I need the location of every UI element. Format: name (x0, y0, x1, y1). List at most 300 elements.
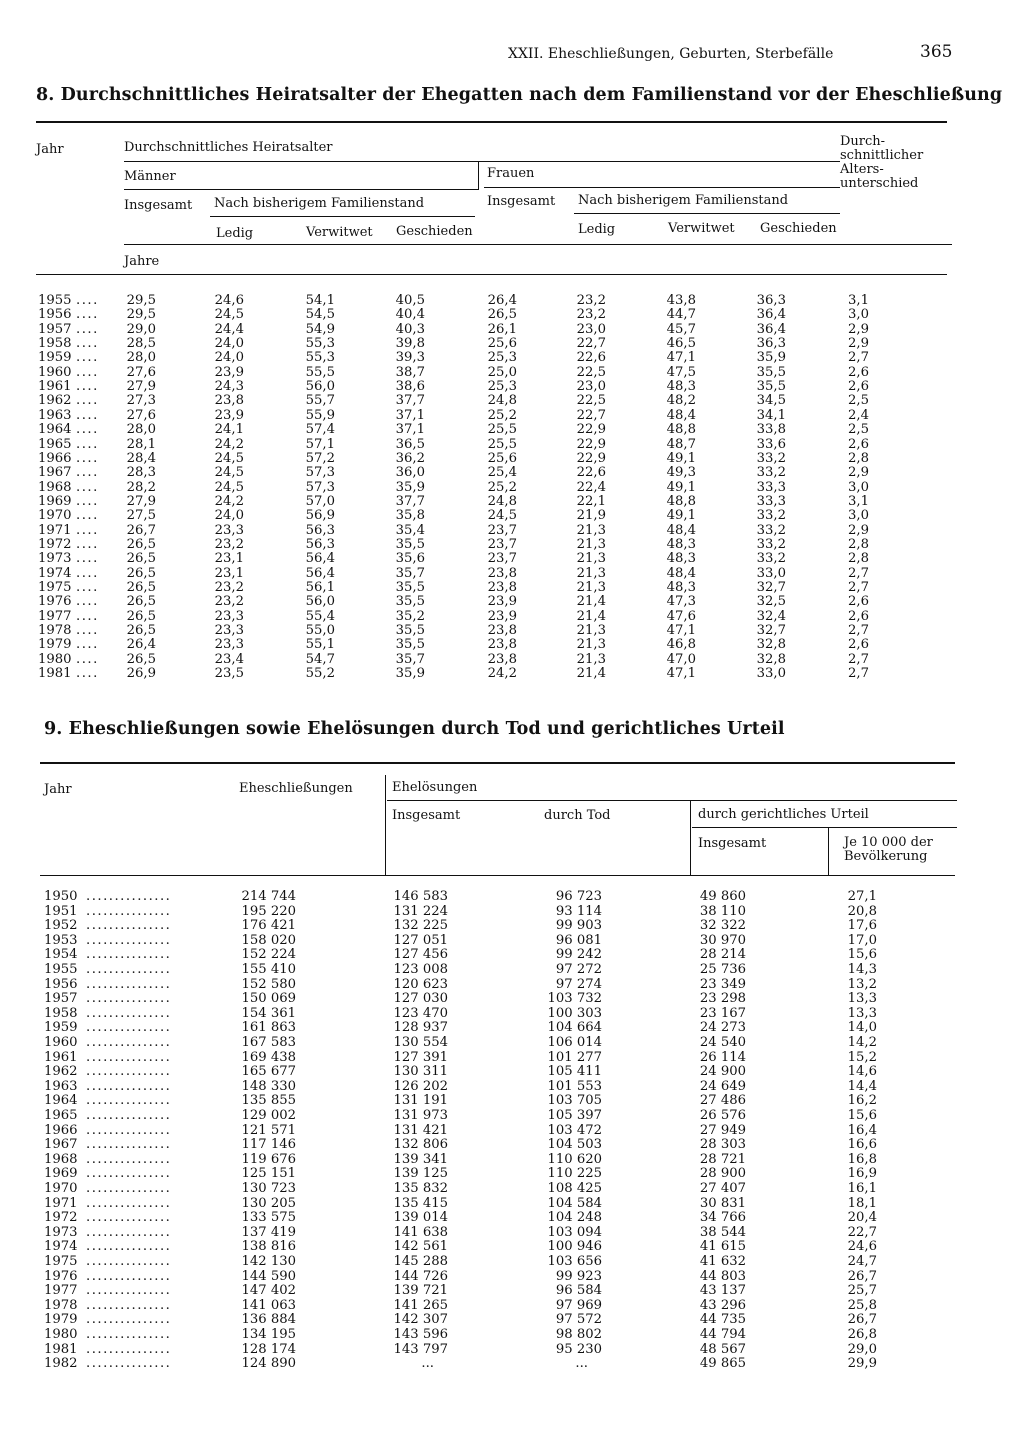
table8-cell-altersunterschied: 2,5 (848, 422, 869, 438)
table8-header-geschieden-m: Geschieden (396, 224, 473, 239)
table8-cell-frauen-insgesamt: 26,1 (487, 321, 517, 337)
table9-cell-urteil-insgesamt: 27 486 (699, 1093, 746, 1109)
table9-cell-year: 1959 (44, 1020, 78, 1036)
table8-cell-frauen-insgesamt: 25,5 (487, 422, 517, 438)
table8-row (0, 308, 1024, 322)
table9-cell-eheschliessungen: 134 195 (241, 1327, 296, 1342)
table9-cell-year: 1969 (44, 1166, 78, 1182)
table9-cell-year: 1972 (44, 1210, 78, 1226)
table8-cell-altersunterschied: 2,6 (848, 379, 869, 395)
table8-cell-frauen-insgesamt: 25,6 (487, 336, 517, 352)
table8-cell-maenner-geschieden: 40,5 (395, 293, 425, 308)
table8-cell-maenner-ledig: 24,0 (214, 336, 244, 352)
table8-cell-altersunterschied: 2,5 (848, 393, 869, 409)
table9-leader-dots: ............... (86, 991, 172, 1007)
table8-cell-frauen-ledig: 22,9 (576, 450, 606, 466)
page-number: 365 (920, 42, 953, 62)
table8-leader-dots: .... (76, 651, 99, 667)
table8-cell-maenner-geschieden: 35,7 (395, 651, 425, 667)
table8-leader-dots: .... (76, 508, 99, 524)
table9-cell-eheloesungen-insgesamt: 132 225 (393, 918, 448, 934)
table9-cell-year: 1974 (44, 1239, 78, 1255)
table8-cell-frauen-verwitwet: 48,3 (666, 379, 696, 395)
table9-cell-urteil-insgesamt: 44 794 (699, 1327, 746, 1342)
table8-cell-frauen-ledig: 22,9 (576, 422, 606, 438)
table8-cell-altersunterschied: 2,8 (848, 551, 869, 567)
table9-leader-dots: ............... (86, 962, 172, 977)
table8-cell-maenner-insgesamt: 29,5 (126, 293, 156, 308)
table8-row (0, 610, 1024, 624)
table8-cell-year: 1981 (38, 666, 72, 682)
table8-cell-maenner-insgesamt: 26,7 (126, 522, 156, 538)
table8-cell-altersunterschied: 3,1 (848, 493, 869, 509)
table8-cell-maenner-geschieden: 39,8 (395, 336, 425, 352)
table9-cell-je-10000: 16,9 (847, 1166, 877, 1182)
table8-cell-maenner-ledig: 24,5 (214, 465, 244, 481)
table9-cell-eheschliessungen: 121 571 (241, 1122, 296, 1138)
table9-cell-urteil-insgesamt: 23 298 (699, 991, 746, 1007)
table8-cell-maenner-geschieden: 40,4 (395, 307, 425, 323)
table8-cell-maenner-ledig: 23,3 (214, 637, 244, 653)
table8-header-heiratsalter: Durchschnittliches Heiratsalter (124, 140, 333, 155)
table9-cell-je-10000: 15,6 (847, 947, 877, 963)
table8-cell-frauen-verwitwet: 45,7 (666, 321, 696, 337)
table9-cell-urteil-insgesamt: 38 110 (699, 903, 746, 919)
table8-cell-maenner-geschieden: 35,4 (395, 522, 425, 538)
table9-row (0, 1197, 1024, 1211)
table9-cell-eheschliessungen: 147 402 (241, 1283, 296, 1299)
table8-cell-maenner-insgesamt: 27,3 (126, 393, 156, 409)
table8-cell-altersunterschied: 2,4 (848, 407, 869, 423)
table8-cell-maenner-geschieden: 36,0 (395, 465, 425, 481)
table9-vrule-2 (690, 800, 691, 876)
table8-row (0, 581, 1024, 595)
table9-cell-je-10000: 29,9 (847, 1356, 877, 1372)
table8-cell-frauen-geschieden: 33,2 (756, 508, 786, 524)
table8-cell-altersunterschied: 2,8 (848, 536, 869, 552)
table9-row (0, 1182, 1024, 1196)
table8-cell-year: 1969 (38, 493, 72, 509)
table8-cell-maenner-ledig: 24,0 (214, 350, 244, 366)
table9-row (0, 948, 1024, 962)
table8-cell-frauen-ledig: 21,4 (576, 666, 606, 682)
table9-row (0, 1109, 1024, 1123)
table9-cell-urteil-insgesamt: 28 303 (699, 1137, 746, 1153)
table8-header-ledig-f: Ledig (578, 222, 616, 237)
table8-cell-maenner-verwitwet: 57,0 (305, 493, 335, 509)
table8-cell-maenner-verwitwet: 56,0 (305, 594, 335, 610)
table8-cell-year: 1966 (38, 450, 72, 466)
table9-leader-dots: ............... (86, 1035, 172, 1050)
table8-cell-frauen-geschieden: 35,9 (756, 350, 786, 366)
table8-cell-frauen-geschieden: 32,8 (756, 637, 786, 653)
table9-leader-dots: ............... (86, 1195, 172, 1211)
table8-cell-frauen-ledig: 22,5 (576, 364, 606, 380)
table8-row (0, 653, 1024, 667)
table8-leader-dots: .... (76, 393, 99, 409)
table9-row (0, 1226, 1024, 1240)
table8-cell-maenner-geschieden: 40,3 (395, 321, 425, 337)
table9-cell-durch-tod: ... (575, 1356, 588, 1372)
table8-cell-maenner-ledig: 24,5 (214, 479, 244, 495)
table9-row (0, 1299, 1024, 1313)
table8-cell-maenner-ledig: 23,3 (214, 522, 244, 538)
table8-header-ledig-m: Ledig (216, 226, 254, 241)
table9-cell-eheloesungen-insgesamt: 139 721 (393, 1283, 448, 1299)
table9-cell-eheschliessungen: 135 855 (241, 1093, 296, 1109)
table9-cell-urteil-insgesamt: 26 114 (699, 1049, 746, 1065)
table9-cell-durch-tod: 98 802 (555, 1327, 602, 1342)
table8-rule-2m (124, 189, 479, 190)
table8-cell-maenner-insgesamt: 27,6 (126, 407, 156, 423)
table8-cell-frauen-insgesamt: 25,4 (487, 465, 517, 481)
table8-cell-maenner-insgesamt: 26,9 (126, 666, 156, 682)
table9-cell-eheschliessungen: 138 816 (241, 1239, 296, 1255)
table8-leader-dots: .... (76, 479, 99, 495)
table9-leader-dots: ............... (86, 1137, 172, 1153)
table9-cell-durch-tod: 106 014 (547, 1035, 602, 1050)
table9-cell-je-10000: 27,1 (847, 889, 877, 904)
table8-cell-maenner-geschieden: 38,6 (395, 379, 425, 395)
table8-leader-dots: .... (76, 637, 99, 653)
table9-rule-2 (692, 827, 957, 828)
table8-cell-maenner-ledig: 24,5 (214, 450, 244, 466)
table8-cell-frauen-ledig: 21,3 (576, 551, 606, 567)
table8-leader-dots: .... (76, 422, 99, 438)
table8-cell-maenner-geschieden: 35,9 (395, 666, 425, 682)
table8-cell-frauen-geschieden: 32,5 (756, 594, 786, 610)
table9-leader-dots: ............... (86, 1078, 172, 1094)
table9-cell-urteil-insgesamt: 44 735 (699, 1312, 746, 1328)
table8-cell-frauen-geschieden: 33,3 (756, 479, 786, 495)
table8-cell-altersunterschied: 2,7 (848, 666, 869, 682)
table8-cell-year: 1968 (38, 479, 72, 495)
table9-cell-eheschliessungen: 142 130 (241, 1254, 296, 1269)
table8-cell-frauen-geschieden: 34,1 (756, 407, 786, 423)
table8-cell-maenner-geschieden: 36,5 (395, 436, 425, 452)
table8-cell-maenner-verwitwet: 56,9 (305, 508, 335, 524)
table9-row (0, 1211, 1024, 1225)
table8-cell-year: 1965 (38, 436, 72, 452)
table8-row (0, 380, 1024, 394)
table8-cell-year: 1975 (38, 580, 72, 595)
table9-cell-urteil-insgesamt: 27 407 (699, 1181, 746, 1196)
table9-leader-dots: ............... (86, 1005, 172, 1021)
table8-cell-frauen-geschieden: 33,2 (756, 551, 786, 567)
table9-cell-eheschliessungen: 130 723 (241, 1181, 296, 1196)
table8-cell-frauen-verwitwet: 46,5 (666, 336, 696, 352)
table9-cell-urteil-insgesamt: 24 900 (699, 1064, 746, 1080)
table9-rule-1 (387, 800, 957, 801)
table9-cell-year: 1980 (44, 1327, 78, 1342)
table9-row (0, 1021, 1024, 1035)
table9-cell-eheschliessungen: 141 063 (241, 1297, 296, 1313)
table9-cell-year: 1955 (44, 962, 78, 977)
table8-row (0, 466, 1024, 480)
table9-cell-urteil-insgesamt: 24 540 (699, 1035, 746, 1050)
table8-row (0, 638, 1024, 652)
table8-cell-frauen-verwitwet: 47,3 (666, 594, 696, 610)
table8-cell-maenner-ledig: 23,2 (214, 580, 244, 595)
table8-row (0, 509, 1024, 523)
table8-cell-frauen-verwitwet: 46,8 (666, 637, 696, 653)
table8-leader-dots: .... (76, 293, 99, 308)
table8-leader-dots: .... (76, 465, 99, 481)
table9-cell-year: 1957 (44, 991, 78, 1007)
table8-cell-frauen-insgesamt: 25,6 (487, 450, 517, 466)
table9-cell-je-10000: 16,2 (847, 1093, 877, 1109)
table8-cell-frauen-geschieden: 33,2 (756, 522, 786, 538)
table9-cell-durch-tod: 99 242 (555, 947, 602, 963)
table9-row (0, 1240, 1024, 1254)
table8-cell-frauen-insgesamt: 26,5 (487, 307, 517, 323)
table8-header-maenner: Männer (124, 169, 176, 184)
table9-leader-dots: ............... (86, 947, 172, 963)
table9-cell-je-10000: 16,1 (847, 1181, 877, 1196)
table9-leader-dots: ............... (86, 1166, 172, 1182)
table9-cell-je-10000: 22,7 (847, 1224, 877, 1240)
table8-leader-dots: .... (76, 436, 99, 452)
table8-rule-1 (124, 161, 840, 162)
table9-cell-eheloesungen-insgesamt: 126 202 (393, 1078, 448, 1094)
table8-cell-maenner-verwitwet: 54,1 (305, 293, 335, 308)
table9-cell-durch-tod: 108 425 (547, 1181, 602, 1196)
table9-cell-year: 1954 (44, 947, 78, 963)
table9-cell-je-10000: 25,7 (847, 1283, 877, 1299)
table9-cell-eheloesungen-insgesamt: 132 806 (393, 1137, 448, 1153)
table9-row (0, 978, 1024, 992)
running-head: XXII. Eheschließungen, Geburten, Sterbefälle (508, 46, 834, 62)
table9-cell-urteil-insgesamt: 43 137 (699, 1283, 746, 1299)
table9-cell-eheloesungen-insgesamt: 123 008 (393, 962, 448, 977)
table9-row (0, 1065, 1024, 1079)
table8-cell-frauen-ledig: 22,6 (576, 465, 606, 481)
table8-cell-maenner-geschieden: 35,9 (395, 479, 425, 495)
table8-cell-frauen-ledig: 23,2 (576, 307, 606, 323)
table8-cell-altersunterschied: 2,7 (848, 565, 869, 581)
table8-row (0, 495, 1024, 509)
table9-cell-eheloesungen-insgesamt: 141 265 (393, 1297, 448, 1313)
table8-row (0, 423, 1024, 437)
table8-cell-maenner-ledig: 24,5 (214, 307, 244, 323)
table9-row (0, 1036, 1024, 1050)
table8-cell-frauen-insgesamt: 23,8 (487, 565, 517, 581)
table8-cell-maenner-geschieden: 37,7 (395, 493, 425, 509)
table8-cell-maenner-geschieden: 37,1 (395, 422, 425, 438)
table9-cell-eheloesungen-insgesamt: 145 288 (393, 1254, 448, 1269)
table8-cell-maenner-geschieden: 35,6 (395, 551, 425, 567)
table9-cell-year: 1950 (44, 889, 78, 904)
table9-cell-urteil-insgesamt: 48 567 (699, 1341, 746, 1357)
table9-leader-dots: ............... (86, 1151, 172, 1167)
table9-header-bottom-rule (40, 875, 955, 876)
table9-cell-eheschliessungen: 119 676 (241, 1151, 296, 1167)
table9-cell-urteil-insgesamt: 30 831 (699, 1195, 746, 1211)
table9-cell-durch-tod: 97 272 (555, 962, 602, 977)
table9-cell-urteil-insgesamt: 28 721 (699, 1151, 746, 1167)
table9-cell-year: 1978 (44, 1297, 78, 1313)
table8-cell-frauen-verwitwet: 47,6 (666, 608, 696, 624)
table8-cell-frauen-verwitwet: 48,4 (666, 407, 696, 423)
table8-row (0, 552, 1024, 566)
table8-cell-maenner-insgesamt: 28,5 (126, 336, 156, 352)
table8-header-nach-bisherigem-f: Nach bisherigem Familienstand (578, 193, 789, 208)
table8-cell-frauen-geschieden: 33,6 (756, 436, 786, 452)
table8-cell-maenner-geschieden: 37,1 (395, 407, 425, 423)
table8-cell-frauen-geschieden: 35,5 (756, 364, 786, 380)
table9-cell-eheloesungen-insgesamt: 130 311 (393, 1064, 448, 1080)
table8-cell-frauen-ledig: 21,9 (576, 508, 606, 524)
table8-cell-maenner-insgesamt: 27,9 (126, 379, 156, 395)
table8-header-geschieden-f: Geschieden (760, 221, 837, 236)
table9-header-urteil-insgesamt: Insgesamt (698, 836, 767, 851)
table8-cell-altersunterschied: 2,6 (848, 637, 869, 653)
table8-cell-maenner-insgesamt: 26,5 (126, 565, 156, 581)
table9-cell-urteil-insgesamt: 26 576 (699, 1108, 746, 1123)
table9-cell-durch-tod: 103 732 (547, 991, 602, 1007)
table9-cell-eheloesungen-insgesamt: 139 125 (393, 1166, 448, 1182)
table8-cell-frauen-verwitwet: 48,2 (666, 393, 696, 409)
table9-cell-je-10000: 13,3 (847, 991, 877, 1007)
table9-cell-eheschliessungen: 161 863 (241, 1020, 296, 1036)
table8-cell-year: 1976 (38, 594, 72, 610)
table8-leader-dots: .... (76, 336, 99, 352)
table9-cell-durch-tod: 101 277 (547, 1049, 602, 1065)
table9-header-eheschliessungen: Eheschließungen (239, 781, 353, 796)
table8-cell-maenner-verwitwet: 55,5 (305, 364, 335, 380)
table8-rule-3m (210, 216, 475, 217)
table9-cell-durch-tod: 95 230 (555, 1341, 602, 1357)
table8-leader-dots: .... (76, 522, 99, 538)
table8-header-frauen: Frauen (487, 166, 535, 181)
table8-leader-dots: .... (76, 379, 99, 395)
table9-cell-year: 1981 (44, 1341, 78, 1357)
table9-cell-eheloesungen-insgesamt: 123 470 (393, 1005, 448, 1021)
table9-cell-eheloesungen-insgesamt: 143 596 (393, 1327, 448, 1342)
table9-cell-urteil-insgesamt: 28 214 (699, 947, 746, 963)
table9-cell-eheloesungen-insgesamt: 131 421 (393, 1122, 448, 1138)
table8-cell-frauen-insgesamt: 24,8 (487, 393, 517, 409)
table8-cell-frauen-ledig: 21,3 (576, 623, 606, 639)
table8-cell-frauen-geschieden: 36,3 (756, 336, 786, 352)
table8-cell-maenner-ledig: 23,5 (214, 666, 244, 682)
table8-cell-altersunterschied: 2,6 (848, 608, 869, 624)
table9-cell-durch-tod: 105 411 (547, 1064, 602, 1080)
table9-cell-year: 1982 (44, 1356, 78, 1372)
table8-cell-frauen-geschieden: 35,5 (756, 379, 786, 395)
table8-cell-frauen-verwitwet: 49,1 (666, 479, 696, 495)
table8-cell-year: 1964 (38, 422, 72, 438)
table8-cell-frauen-geschieden: 32,7 (756, 623, 786, 639)
table9-row (0, 963, 1024, 977)
table9-vrule-3 (828, 827, 829, 876)
table8-cell-frauen-verwitwet: 49,1 (666, 508, 696, 524)
table9-cell-eheschliessungen: 125 151 (241, 1166, 296, 1182)
table8-cell-maenner-insgesamt: 26,5 (126, 551, 156, 567)
table9-leader-dots: ............... (86, 1224, 172, 1240)
table8-header-insgesamt-m: Insgesamt (124, 198, 193, 213)
table9-header-insgesamt: Insgesamt (392, 808, 461, 823)
table9-cell-durch-tod: 103 094 (547, 1224, 602, 1240)
table9-vrule-1 (385, 775, 386, 876)
table9-cell-eheloesungen-insgesamt: 143 797 (393, 1341, 448, 1357)
table8-leader-dots: .... (76, 580, 99, 595)
table8-cell-frauen-ledig: 21,3 (576, 536, 606, 552)
table8-cell-altersunterschied: 2,9 (848, 321, 869, 337)
table9-cell-durch-tod: 96 584 (555, 1283, 602, 1299)
table9-cell-eheschliessungen: 124 890 (241, 1356, 296, 1372)
table8-cell-frauen-geschieden: 33,2 (756, 450, 786, 466)
table8-cell-maenner-verwitwet: 54,5 (305, 307, 335, 323)
table9-cell-eheloesungen-insgesamt: 127 030 (393, 991, 448, 1007)
table9-cell-durch-tod: 100 303 (547, 1005, 602, 1021)
table8-leader-dots: .... (76, 608, 99, 624)
table8-cell-frauen-verwitwet: 47,1 (666, 623, 696, 639)
table9-cell-eheschliessungen: 137 419 (241, 1224, 296, 1240)
table9-cell-eheloesungen-insgesamt: 144 726 (393, 1268, 448, 1284)
table8-cell-maenner-ledig: 23,4 (214, 651, 244, 667)
table9-cell-je-10000: 20,8 (847, 903, 877, 919)
table8-header-verwitwet-m: Verwitwet (306, 225, 373, 240)
table8-header-unit: Jahre (124, 254, 160, 269)
table9-cell-eheschliessungen: 129 002 (241, 1108, 296, 1123)
table8-header-altersunterschied-3: Alters- (840, 162, 884, 177)
table8-cell-frauen-ledig: 23,0 (576, 321, 606, 337)
table8-cell-frauen-insgesamt: 23,8 (487, 637, 517, 653)
table9-cell-urteil-insgesamt: 23 167 (699, 1005, 746, 1021)
table8-cell-maenner-ledig: 24,2 (214, 436, 244, 452)
table9-cell-urteil-insgesamt: 27 949 (699, 1122, 746, 1138)
table8-cell-maenner-insgesamt: 28,2 (126, 479, 156, 495)
table9-leader-dots: ............... (86, 889, 172, 904)
table8-leader-dots: .... (76, 350, 99, 366)
table8-cell-maenner-insgesamt: 29,5 (126, 307, 156, 323)
table9-cell-eheloesungen-insgesamt: 120 623 (393, 976, 448, 992)
table8-cell-maenner-insgesamt: 26,5 (126, 608, 156, 624)
table8-cell-maenner-insgesamt: 27,9 (126, 493, 156, 509)
table8-cell-maenner-verwitwet: 57,1 (305, 436, 335, 452)
table9-cell-durch-tod: 100 946 (547, 1239, 602, 1255)
table8-cell-maenner-verwitwet: 54,7 (305, 651, 335, 667)
table9-cell-eheschliessungen: 195 220 (241, 903, 296, 919)
table9-cell-je-10000: 14,4 (847, 1078, 877, 1094)
table9-row (0, 1313, 1024, 1327)
table8-cell-frauen-insgesamt: 25,5 (487, 436, 517, 452)
table9-header-jahr: Jahr (44, 782, 72, 797)
table8-cell-frauen-ledig: 21,3 (576, 651, 606, 667)
table8-cell-maenner-verwitwet: 54,9 (305, 321, 335, 337)
table9-cell-eheschliessungen: 152 224 (241, 947, 296, 963)
table8-row (0, 624, 1024, 638)
table8-row (0, 524, 1024, 538)
table9-cell-eheschliessungen: 136 884 (241, 1312, 296, 1328)
table8-row (0, 323, 1024, 337)
table8-cell-maenner-geschieden: 35,5 (395, 594, 425, 610)
table8-row (0, 595, 1024, 609)
table9-cell-durch-tod: 110 225 (547, 1166, 602, 1182)
table8-cell-frauen-verwitwet: 48,3 (666, 580, 696, 595)
table9-cell-year: 1952 (44, 918, 78, 934)
table8-cell-year: 1963 (38, 407, 72, 423)
table9-leader-dots: ............... (86, 1210, 172, 1226)
table8-cell-year: 1955 (38, 293, 72, 308)
table9-cell-je-10000: 14,3 (847, 962, 877, 977)
table8-cell-frauen-insgesamt: 23,8 (487, 580, 517, 595)
table8-leader-dots: .... (76, 623, 99, 639)
table8-cell-maenner-verwitwet: 56,3 (305, 522, 335, 538)
table9-cell-year: 1961 (44, 1049, 78, 1065)
table8-leader-dots: .... (76, 551, 99, 567)
